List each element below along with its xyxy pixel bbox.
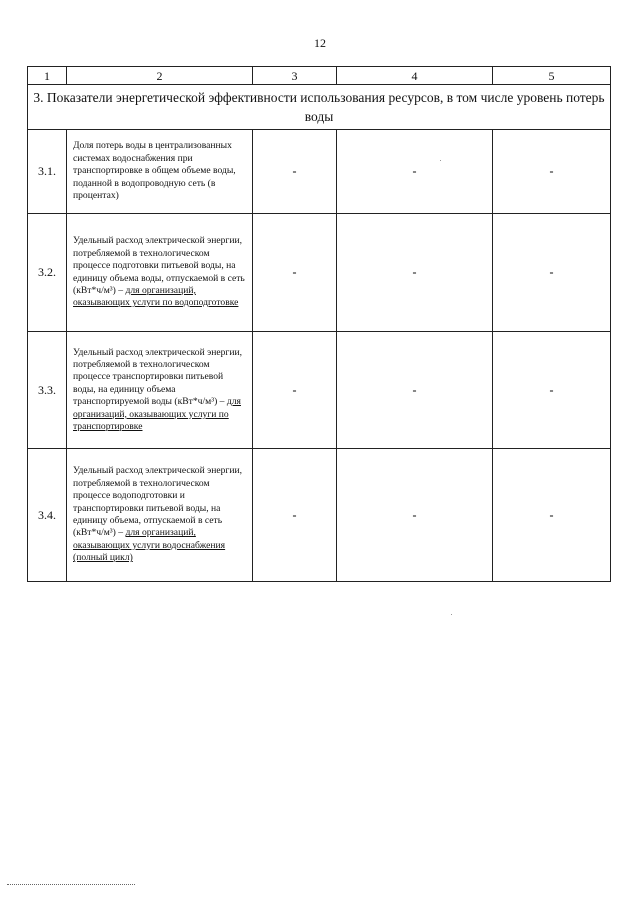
row-description [67, 332, 253, 449]
header-col-3: 3 [253, 67, 337, 85]
cell-col-3: - [253, 214, 337, 332]
cell-col-3: - [253, 449, 337, 582]
scan-speck [451, 614, 452, 615]
row-number: 3.2. [28, 214, 67, 332]
section-row [28, 85, 611, 130]
cell-col-3: - [253, 332, 337, 449]
section-title: 3. Показатели энергетической эффективности использования ресурсов, в том числе уровень потерь воды [28, 85, 611, 130]
cell-col-4: - [337, 214, 493, 332]
header-col-1: 1 [28, 67, 67, 85]
row-description [67, 449, 253, 582]
row-underlined-text: для организаций, оказывающих услуги водоснабжения (полный цикл) [73, 527, 226, 564]
header-row [28, 67, 611, 85]
cell-col-4: - [337, 332, 493, 449]
cell-col-3: - [253, 130, 337, 214]
table-row [28, 130, 611, 214]
row-underlined-text: для организаций, оказывающих услуги по транспортировке [73, 396, 241, 433]
row-text: Доля потерь воды в централизованных системах водоснабжения при транспортировке в общем объеме воды, поданной в водопроводную сеть (в процентах) [73, 140, 236, 202]
cell-col-5: - [493, 130, 611, 214]
row-number: 3.3. [28, 332, 67, 449]
row-number: 3.4. [28, 449, 67, 582]
row-description [67, 130, 253, 214]
row-number: 3.1. [28, 130, 67, 214]
page-number: 12 [314, 36, 326, 50]
cell-col-4: - [337, 130, 493, 214]
cell-col-4: - [337, 449, 493, 582]
row-description [67, 214, 253, 332]
scan-speck [440, 160, 441, 161]
row-text: Удельный расход электрической энергии, потребляемой в технологическом процессе водоподготовки и транспортировки питьевой воды, на единицу объема, отпускаемой в сеть (кВт*ч/м³) – [73, 465, 243, 539]
cell-col-5: - [493, 214, 611, 332]
header-col-2: 2 [67, 67, 253, 85]
table-row [28, 214, 611, 332]
row-text: Удельный расход электрической энергии, потребляемой в технологическом процессе подготовки питьевой воды, на единицу объема воды, отпускаемой в сеть (кВт*ч/м³) – [73, 235, 245, 296]
table-row [28, 332, 611, 449]
footnote-rule [7, 884, 135, 885]
row-text: Удельный расход электрической энергии, потребляемой в технологическом процессе транспортировки питьевой воды, на единицу объема транспортируемой воды (кВт*ч/м³) – [73, 346, 243, 408]
header-col-5: 5 [493, 67, 611, 85]
cell-col-5: - [493, 332, 611, 449]
cell-col-5: - [493, 449, 611, 582]
indicators-table [27, 66, 611, 582]
table-row [28, 449, 611, 582]
header-col-4: 4 [337, 67, 493, 85]
row-underlined-text: для организаций, оказывающих услуги по водоподготовке [73, 284, 239, 309]
